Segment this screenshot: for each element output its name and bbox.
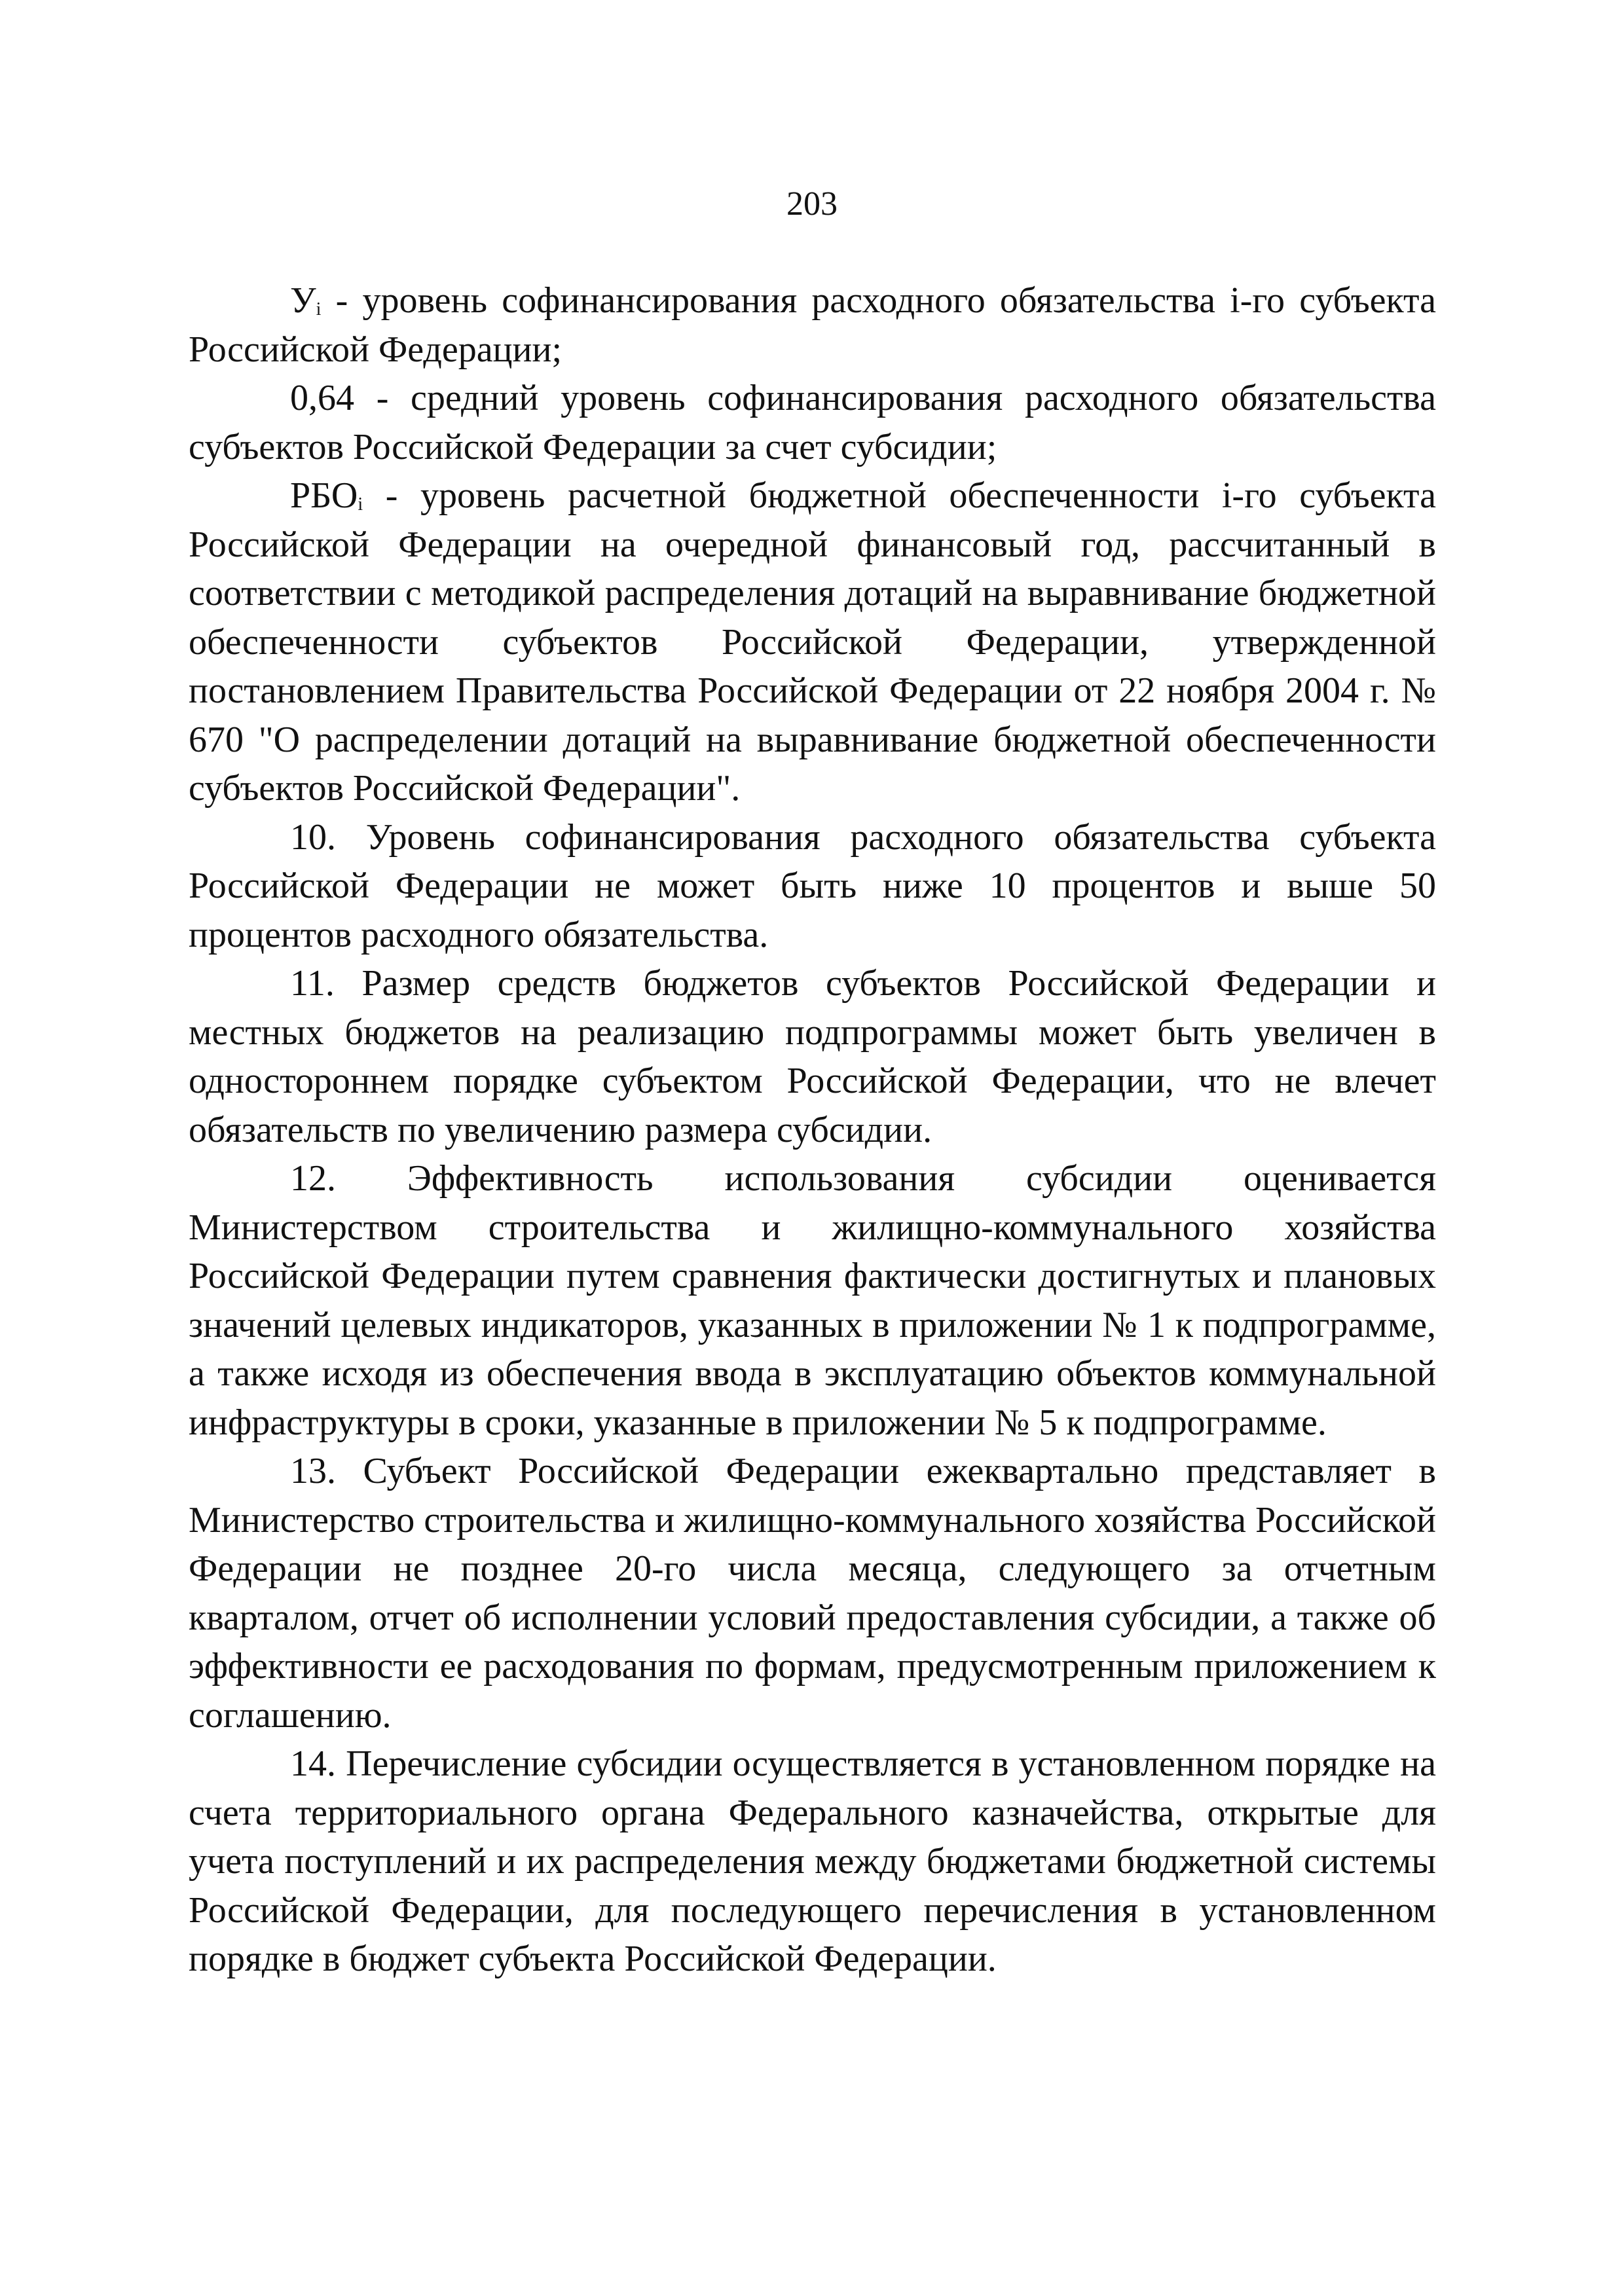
definition-rbo bbox=[189, 471, 1436, 813]
term-rbo: РБО bbox=[290, 475, 358, 516]
page-number: 203 bbox=[786, 185, 838, 223]
clause-13: 13. Субъект Российской Федерации ежеквартально представляет в Министерство строительства и жилищно-коммунального хозяйства Российской Федерации не позднее 20-го числа месяца, следующего за отчетным кварталом, отчет об исполнении условий предоставления субсидии, а также об эффективности ее расходования по формам, предусмотренным приложением к соглашению. bbox=[189, 1451, 1436, 1736]
clause-12: 12. Эффективность использования субсидии оценивается Министерством строительства и жилищно-коммунального хозяйства Российской Федерации путем сравнения фактически достигнутых и плановых значений целевых индикаторов, указанных в приложении № 1 к подпрограмме, а также исходя из обеспечения ввода в эксплуатацию объектов коммунальной инфраструктуры в сроки, указанные в приложении № 5 к подпрограмме. bbox=[189, 1158, 1436, 1443]
definition-yi bbox=[189, 276, 1436, 374]
term-yi: У bbox=[290, 280, 316, 321]
document-body bbox=[189, 276, 1436, 1984]
term-rbo-subscript: i bbox=[358, 494, 363, 515]
term-yi-subscript: i bbox=[316, 299, 322, 319]
clause-14: 14. Перечисление субсидии осуществляется в установленном порядке на счета территориального органа Федерального казначейства, открытые для учета поступлений и их распределения между бюджетами бюджетной системы Российской Федерации, для последующего перечисления в установленном порядке в бюджет субъекта Российской Федерации. bbox=[189, 1743, 1436, 1979]
definition-064: 0,64 - средний уровень софинансирования расходного обязательства субъектов Российской Федерации за счет субсидии; bbox=[189, 378, 1436, 467]
clause-10: 10. Уровень софинансирования расходного обязательства субъекта Российской Федерации не может быть ниже 10 процентов и выше 50 процентов расходного обязательства. bbox=[189, 816, 1436, 955]
clause-11: 11. Размер средств бюджетов субъектов Российской Федерации и местных бюджетов на реализацию подпрограммы может быть увеличен в одностороннем порядке субъектом Российской Федерации, что не влечет обязательств по увеличению размера субсидии. bbox=[189, 963, 1436, 1150]
definition-rbo-text: - уровень расчетной бюджетной обеспеченности i-го субъекта Российской Федерации на очередной финансовый год, рассчитанный в соответствии с методикой распределения дотаций на выравнивание бюджетной обеспеченности субъектов Российской Федерации, утвержденной постановлением Правительства Российской Федерации от 22 ноября 2004 г. № 670 "О распределении дотаций на выравнивание бюджетной обеспеченности субъектов Российской Федерации". bbox=[189, 475, 1436, 809]
definition-yi-text: - уровень софинансирования расходного обязательства i-го субъекта Российской Федерации; bbox=[189, 280, 1436, 370]
